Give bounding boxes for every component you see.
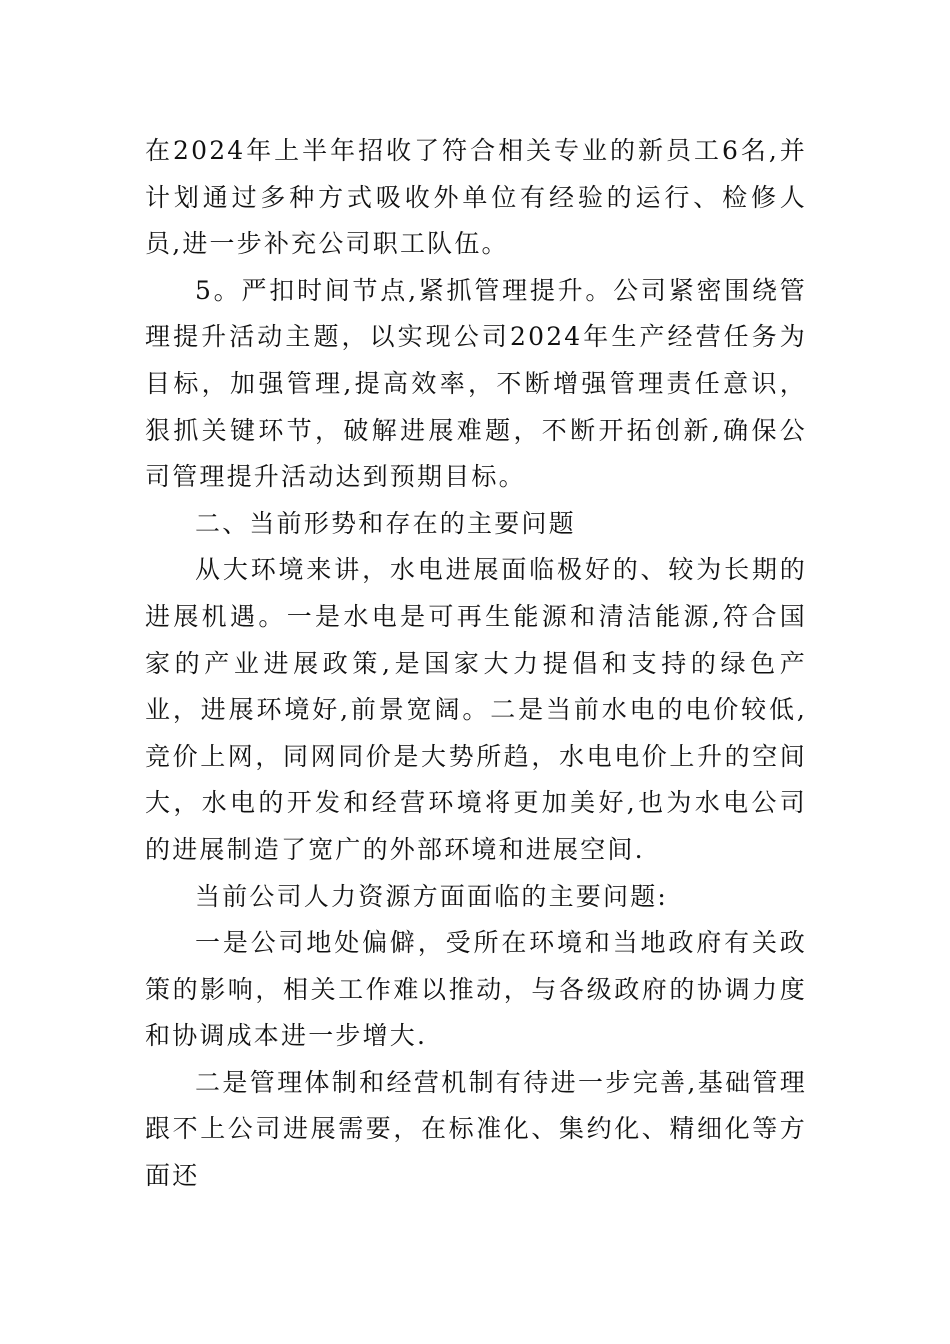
paragraph-management-improvement: 5。严扣时间节点,紧抓管理提升。公司紧密围绕管理提升活动主题，以实现公司2024年生产经营任务为目标，加强管理,提高效率，不断增强管理责任意识，狠抓关键环节，破解进展难题，不断开拓创新,确保公司管理提升活动达到预期目标。 — [145, 275, 807, 492]
paragraph-hr-problems-intro: 当前公司人力资源方面面临的主要问题: — [195, 881, 669, 911]
section-heading-current-situation: 二、当前形势和存在的主要问题 — [195, 508, 576, 538]
paragraph-problem-one: 一是公司地处偏僻，受所在环境和当地政府有关政策的影响，相关工作难以推动，与各级政府的协调力度和协调成本进一步增大. — [145, 928, 807, 1051]
paragraph-staff-recruitment: 在2024年上半年招收了符合相关专业的新员工6名,并计划通过多种方式吸收外单位有经验的运行、检修人员,进一步补充公司职工队伍。 — [145, 136, 807, 259]
paragraph-hydropower-environment: 从大环境来讲，水电进展面临极好的、较为长期的进展机遇。一是水电是可再生能源和清洁能源,符合国家的产业进展政策,是国家大力提倡和支持的绿色产业，进展环境好,前景宽阔。二是当前水电的电价较低,竞价上网，同网同价是大势所趋，水电电价上升的空间大，水电的开发和经营环境将更加美好,也为水电公司的进展制造了宽广的外部环境和进展空间. — [145, 555, 807, 864]
document-body — [145, 128, 807, 1200]
paragraph-problem-two: 二是管理体制和经营机制有待进一步完善,基础管理跟不上公司进展需要，在标准化、集约化、精细化等方面还 — [145, 1067, 807, 1191]
